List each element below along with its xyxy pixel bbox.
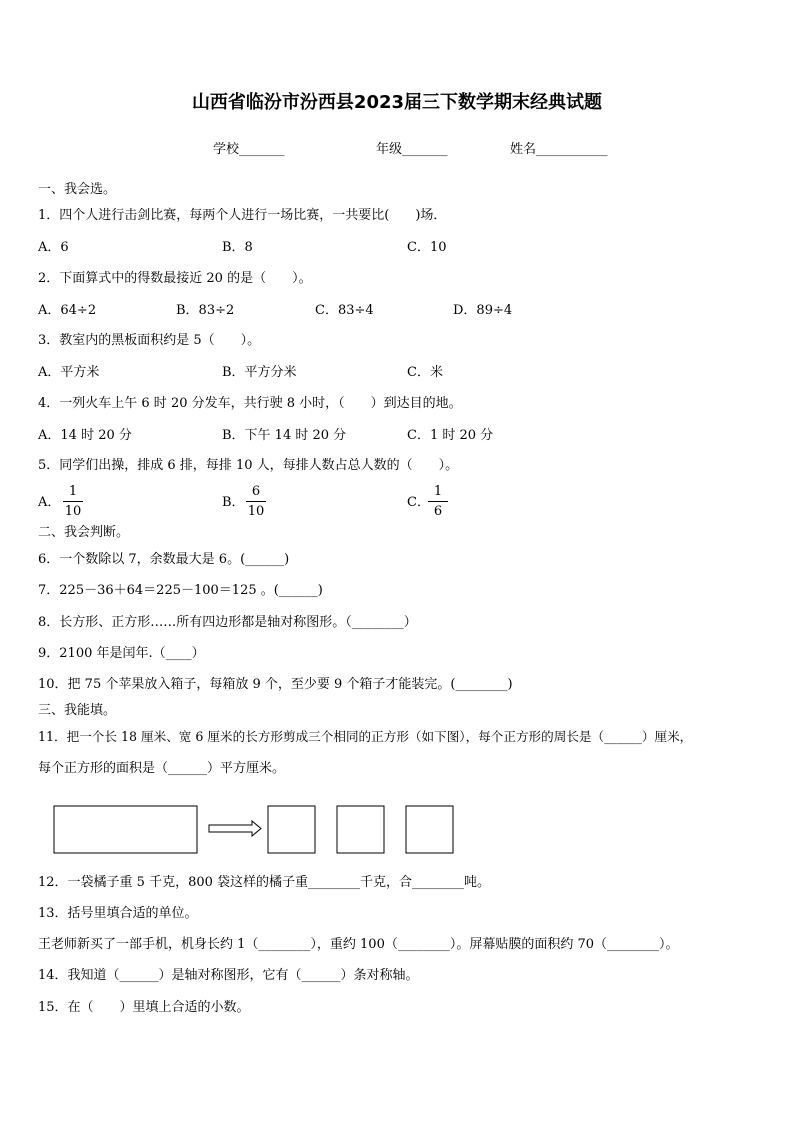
question-9: 9．2100 年是闰年.（____） — [38, 646, 205, 661]
question-3: 3．教室内的黑板面积约是 5（ ）。 — [38, 333, 261, 348]
q5-option-c-label: C． — [407, 495, 430, 510]
q1-option-a: A．6 — [38, 240, 69, 255]
q5-option-b-label: B． — [222, 495, 245, 510]
q2-option-c: C．83÷4 — [315, 303, 374, 318]
square-shape-3 — [406, 806, 453, 853]
question-6: 6．一个数除以 7，余数最大是 6。(______) — [38, 552, 290, 567]
square-shape-2 — [337, 806, 384, 853]
question-14: 14．我知道（______）是轴对称图形，它有（______）条对称轴。 — [38, 968, 419, 983]
q2-option-d: D．89÷4 — [453, 303, 513, 318]
question-12: 12．一袋橘子重 5 千克，800 袋这样的橘子重________千克，合________吨。 — [38, 875, 491, 890]
q5-c-numerator: 1 — [433, 484, 443, 499]
rectangle-shape — [54, 806, 197, 853]
q5-b-numerator: 6 — [251, 484, 261, 499]
section-heading-1: 一、我会选。 — [38, 182, 117, 197]
q4-option-c: C．1 时 20 分 — [407, 428, 494, 443]
name-field: 姓名___________ — [510, 142, 608, 157]
question-8: 8．长方形、正方形……所有四边形都是轴对称图形。（________） — [38, 615, 417, 630]
q5-a-denominator: 10 — [64, 504, 82, 519]
q5-option-a-label: A． — [38, 495, 61, 510]
question-11-line-2: 每个正方形的面积是（______）平方厘米。 — [38, 761, 286, 776]
q3-option-c: C．米 — [407, 365, 443, 380]
q1-option-c: C．10 — [407, 240, 447, 255]
question-11-line-1: 11．把一个长 18 厘米、宽 6 厘米的长方形剪成三个相同的正方形（如下图），每个正方形的周长是（______）厘米， — [38, 729, 693, 744]
page-title: 山西省临汾市汾西县2023届三下数学期末经典试题 — [191, 92, 603, 113]
q1-option-b: B．8 — [222, 240, 253, 255]
question-4: 4．一列火车上午 6 时 20 分发车，共行驶 8 小时，（ ）到达目的地。 — [38, 396, 462, 411]
question-1: 1．四个人进行击剑比赛，每两个人进行一场比赛，一共要比( )场． — [38, 208, 447, 223]
school-field: 学校_______ — [213, 142, 285, 157]
question-13-sub: 王老师新买了一部手机，机身长约 1（________），重约 100（________）。屏幕贴膜的面积约 70（________）。 — [38, 937, 679, 952]
q2-option-b: B．83÷2 — [176, 303, 235, 318]
question-2: 2．下面算式中的得数最接近 20 的是（ ）。 — [38, 271, 312, 286]
grade-field: 年级_______ — [376, 142, 448, 157]
q3-option-b: B．平方分米 — [222, 365, 297, 380]
question-10: 10．把 75 个苹果放入箱子，每箱放 9 个，至少要 9 个箱子才能装完。(________) — [38, 677, 513, 692]
section-heading-3: 三、我能填。 — [38, 703, 117, 718]
q3-option-a: A．平方米 — [38, 365, 100, 380]
q5-a-numerator: 1 — [68, 484, 78, 499]
question-5: 5．同学们出操，排成 6 排，每排 10 人，每排人数占总人数的（ ）。 — [38, 458, 459, 473]
q2-option-a: A．64÷2 — [38, 303, 97, 318]
q4-option-a: A．14 时 20 分 — [38, 428, 132, 443]
q5-b-denominator: 10 — [247, 504, 265, 519]
question-7: 7．225－36＋64＝225－100＝125 。(______) — [38, 583, 323, 598]
section-heading-2: 二、我会判断。 — [38, 525, 130, 540]
arrow-icon — [209, 821, 261, 836]
q4-option-b: B．下午 14 时 20 分 — [222, 428, 347, 443]
square-shape-1 — [268, 806, 315, 853]
question-13: 13．括号里填合适的单位。 — [38, 906, 198, 921]
q5-c-denominator: 6 — [433, 504, 443, 519]
question-15: 15．在（ ）里填上合适的小数。 — [38, 1000, 250, 1015]
